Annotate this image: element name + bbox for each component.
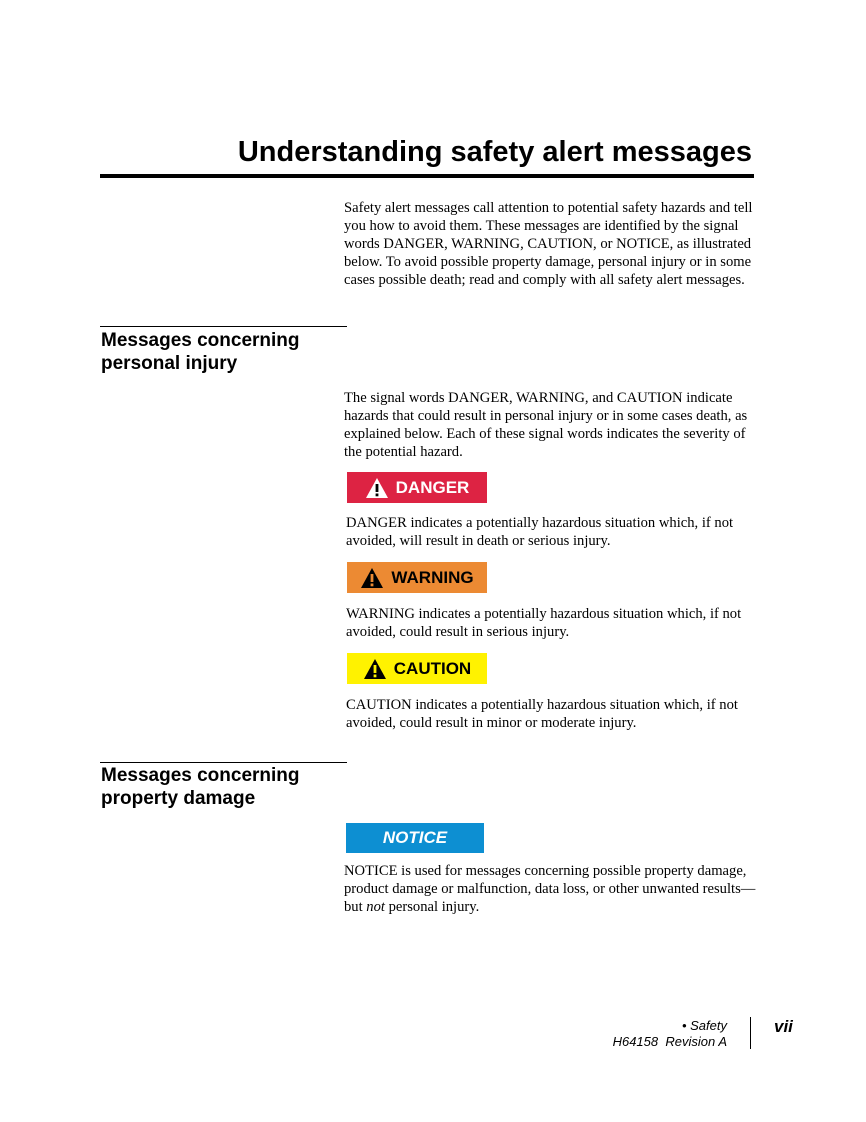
warning-triangle-icon xyxy=(365,477,389,499)
notice-label: NOTICE xyxy=(382,828,448,847)
warning-description: WARNING indicates a potentially hazardous situation which, if not avoided, could result in serious injury. xyxy=(346,606,742,640)
title-divider xyxy=(100,174,754,178)
notice-badge xyxy=(346,823,484,853)
section-heading-property-damage: Messages concerning property damage xyxy=(101,765,300,809)
footer-section: • Safety xyxy=(681,1018,727,1033)
warning-badge xyxy=(347,562,487,593)
notice-description-end: personal injury. xyxy=(384,899,480,915)
notice-description-start: NOTICE is used for messages concerning possible property damage, product damage or malfunction, data loss, or other unwanted results—but xyxy=(344,863,756,915)
intro-paragraph: Safety alert messages call attention to potential safety hazards and tell you how to avoid them. These messages are identified by the signal words DANGER, WARNING, CAUTION, or NOTICE, as illustrated below. To avoid possible property damage, personal injury or in some cases possible death; read and comply with all safety alert messages. xyxy=(344,200,753,288)
footer-doc-id: H64158 Revision A xyxy=(612,1034,727,1049)
section-divider-personal-injury xyxy=(100,326,347,327)
warning-label: WARNING xyxy=(391,567,474,587)
notice-description xyxy=(344,862,756,916)
footer-divider xyxy=(750,1017,751,1049)
caution-description: CAUTION indicates a potentially hazardous situation which, if not avoided, could result in minor or moderate injury. xyxy=(346,697,738,731)
section-divider-property-damage xyxy=(100,762,347,763)
danger-badge xyxy=(347,472,487,503)
caution-label: CAUTION xyxy=(393,658,472,678)
personal-injury-paragraph: The signal words DANGER, WARNING, and CAUTION indicate hazards that could result in personal injury or in some cases death, as explained below. Each of these signal words indicates the severity of the potential hazard. xyxy=(344,390,748,460)
page-title: Understanding safety alert messages xyxy=(237,136,752,168)
warning-triangle-icon xyxy=(360,567,384,589)
warning-triangle-icon xyxy=(363,658,387,680)
danger-description: DANGER indicates a potentially hazardous situation which, if not avoided, will result in death or serious injury. xyxy=(346,515,734,549)
caution-badge xyxy=(347,653,487,684)
danger-label: DANGER xyxy=(395,477,470,497)
section-heading-personal-injury: Messages concerning personal injury xyxy=(101,330,300,374)
page-number: vii xyxy=(774,1017,793,1036)
notice-description-emphasis: not xyxy=(366,899,385,915)
